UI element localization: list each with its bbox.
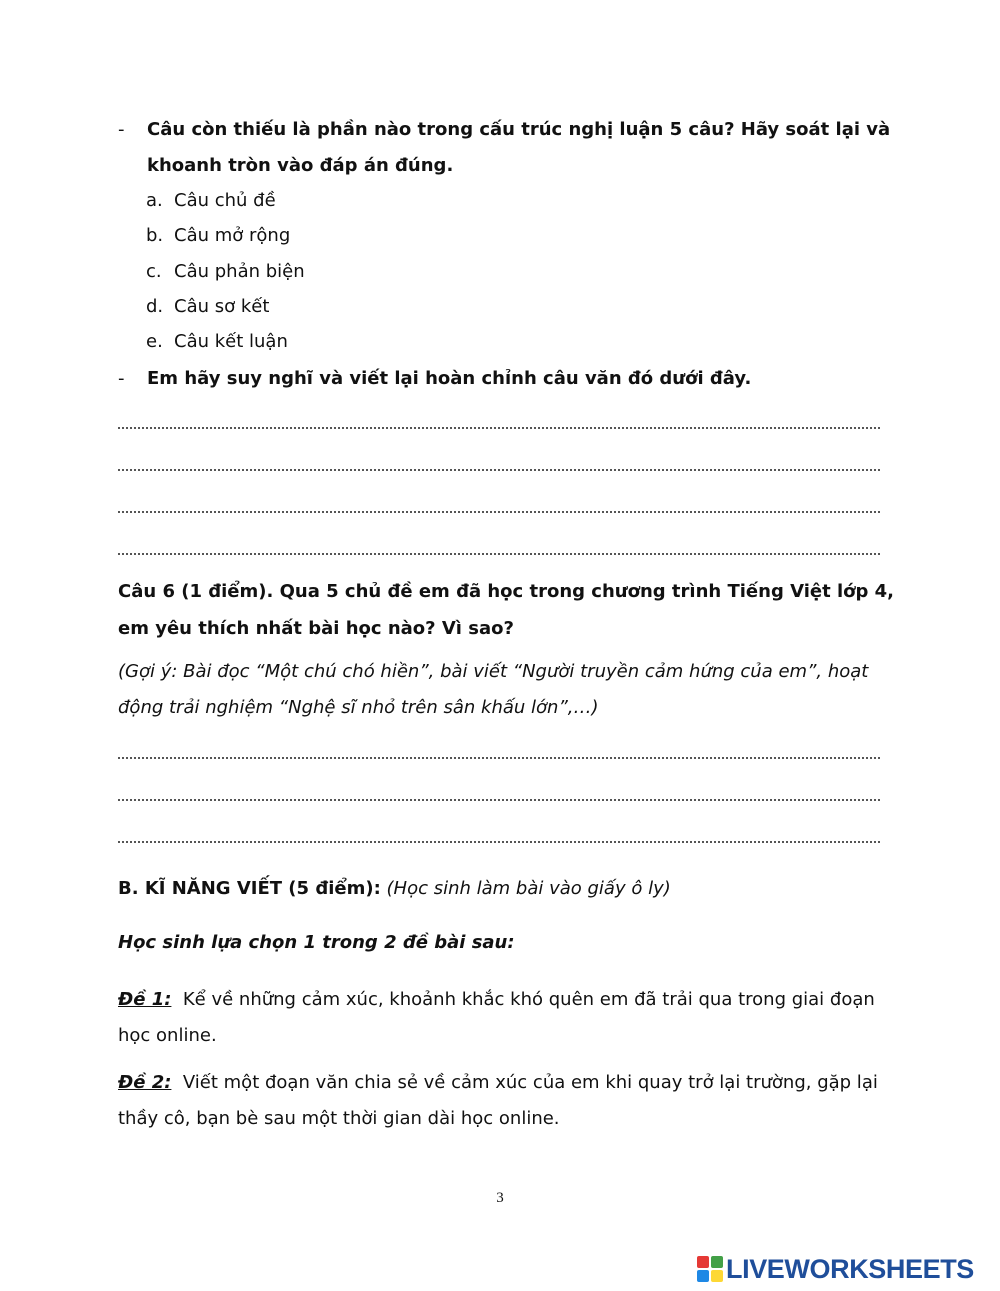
choose-instruction: Học sinh lựa chọn 1 trong 2 đề bài sau: bbox=[118, 932, 515, 953]
answer-line[interactable] bbox=[118, 551, 880, 555]
rewrite-instruction bbox=[118, 361, 908, 397]
answer-line[interactable] bbox=[118, 755, 880, 759]
answer-line[interactable] bbox=[118, 467, 880, 471]
topic-text: Kể về những cảm xúc, khoảnh khắc khó quên em đã trải qua trong giai đoạn học online. bbox=[118, 989, 875, 1046]
option-b[interactable] bbox=[146, 218, 305, 253]
option-text: Câu phản biện bbox=[174, 260, 305, 282]
option-d[interactable] bbox=[146, 289, 305, 324]
brand-name: LIVEWORKSHEETS bbox=[726, 1254, 974, 1284]
option-c[interactable] bbox=[146, 254, 305, 289]
topic-1 bbox=[118, 982, 898, 1054]
option-text: Câu kết luận bbox=[174, 331, 288, 353]
page-number: 3 bbox=[496, 1190, 504, 1206]
rewrite-instruction-text: Em hãy suy nghĩ và viết lại hoàn chỉnh câu văn đó dưới đây. bbox=[147, 368, 752, 389]
section-b-heading bbox=[118, 871, 671, 907]
answer-line[interactable] bbox=[118, 509, 880, 513]
answer-line[interactable] bbox=[118, 425, 880, 429]
bullet-dash: - bbox=[118, 119, 125, 140]
option-text: Câu mở rộng bbox=[174, 225, 291, 247]
option-letter: e. bbox=[146, 331, 163, 353]
topic-label: Đề 1: bbox=[118, 989, 172, 1010]
option-text: Câu chủ đề bbox=[174, 190, 276, 211]
question5-prompt-text: Câu còn thiếu là phần nào trong cấu trúc nghị luận 5 câu? Hãy soát lại và khoanh tròn vào đáp án đúng. bbox=[147, 119, 891, 176]
option-letter: b. bbox=[146, 225, 164, 247]
topic-2 bbox=[118, 1065, 898, 1137]
liveworksheets-logo-icon bbox=[697, 1256, 723, 1282]
question5-prompt bbox=[118, 112, 908, 184]
option-letter: d. bbox=[146, 295, 164, 317]
question6-heading: Câu 6 (1 điểm). Qua 5 chủ đề em đã học trong chương trình Tiếng Việt lớp 4, em yêu thích nhất bài học nào? Vì sao? bbox=[118, 581, 895, 639]
option-e[interactable] bbox=[146, 324, 305, 359]
option-letter: c. bbox=[146, 260, 162, 282]
section-b-title: B. KĨ NĂNG VIẾT (5 điểm): bbox=[118, 878, 381, 899]
option-text: Câu sơ kết bbox=[174, 295, 270, 317]
section-b-note: (Học sinh làm bài vào giấy ô ly) bbox=[386, 878, 671, 899]
topic-label: Đề 2: bbox=[118, 1072, 172, 1093]
answer-options bbox=[146, 183, 305, 359]
answer-line[interactable] bbox=[118, 839, 880, 843]
question6-hint: (Gợi ý: Bài đọc “Một chú chó hiền”, bài viết “Người truyền cảm hứng của em”, hoạt động trải nghiệm “Nghệ sĩ nhỏ trên sân khấu lớn”,…) bbox=[118, 661, 869, 718]
bullet-dash: - bbox=[118, 368, 125, 389]
topic-text: Viết một đoạn văn chia sẻ về cảm xúc của em khi quay trở lại trường, gặp lại thầy cô, bạn bè sau một thời gian dài học online. bbox=[118, 1072, 878, 1129]
answer-line[interactable] bbox=[118, 797, 880, 801]
liveworksheets-brand bbox=[697, 1254, 974, 1284]
option-letter: a. bbox=[146, 190, 163, 211]
option-a[interactable] bbox=[146, 183, 305, 218]
